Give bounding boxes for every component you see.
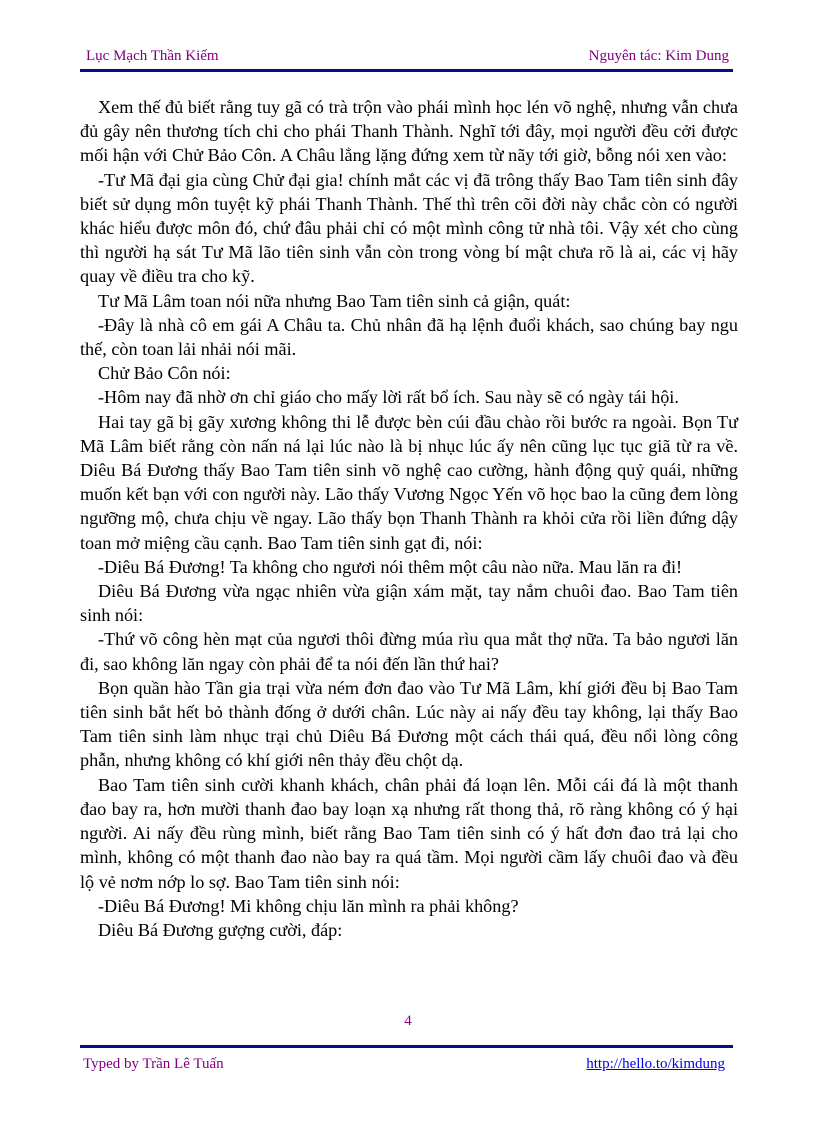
paragraph: Bao Tam tiên sinh cười khanh khách, chân phải đá loạn lên. Mỗi cái đá là một thanh đao bay ra, hơn mười thanh đao bay loạn xạ nhưng rất thong thả, rõ ràng không có ý hại người. Ai nấy đều rùng mình, biết rằng Bao Tam tiên sinh có ý hất đơn đao trả lại cho mình, không có một thanh đao nào bay ra quá tầm. Mọi người cầm lấy chuôi đao và đều lộ vẻ nơm nớp lo sợ. Bao Tam tiên sinh nói: bbox=[80, 774, 738, 892]
paragraph: -Diêu Bá Đương! Mi không chịu lăn mình ra phải không? bbox=[98, 895, 519, 916]
book-title: Lục Mạch Thần Kiếm bbox=[86, 48, 219, 64]
paragraph: -Hôm nay đã nhờ ơn chỉ giáo cho mấy lời rất bổ ích. Sau này sẽ có ngày tái hội. bbox=[98, 387, 679, 408]
body-text bbox=[80, 95, 738, 942]
page-header bbox=[80, 48, 733, 70]
paragraph: Xem thế đủ biết rằng tuy gã có trà trộn vào phái mình học lén võ nghệ, nhưng vẫn chưa đủ gây nên thương tích chi cho phái Thanh Thành. Nghĩ tới đây, mọi người đều cởi được mối hận với Chử Bảo Côn. A Châu lẳng lặng đứng xem từ nãy tới giờ, bỗng nói xen vào: bbox=[80, 97, 738, 166]
website-link[interactable]: http://hello.to/kimdung bbox=[586, 1056, 725, 1072]
paragraph: -Thứ võ công hèn mạt của ngươi thôi đừng múa rìu qua mắt thợ nữa. Ta bảo ngươi lăn đi, sao không lăn ngay còn phải để ta nói đến lần thứ hai? bbox=[80, 629, 738, 674]
author-credit: Nguyên tác: Kim Dung bbox=[588, 48, 729, 64]
paragraph: Chử Bảo Côn nói: bbox=[98, 363, 231, 384]
paragraph: Diêu Bá Đương gượng cười, đáp: bbox=[98, 919, 343, 940]
typist-credit: Typed by Trần Lê Tuấn bbox=[83, 1056, 224, 1072]
page-number: 4 bbox=[404, 1013, 412, 1029]
paragraph: -Đây là nhà cô em gái A Châu ta. Chủ nhân đã hạ lệnh đuổi khách, sao chúng bay ngu thế, còn toan lải nhải nói mãi. bbox=[80, 314, 738, 360]
paragraph: Hai tay gã bị gãy xương không thi lễ được bèn cúi đầu chào rồi bước ra ngoài. Bọn Tư Mã Lâm biết rằng còn nấn ná lại lúc nào là bị nhục lúc ấy nên cũng lục tục giã từ ra về. Diêu Bá Đương thấy Bao Tam tiên sinh võ nghệ cao cường, hành động quỷ quái, những muốn kết bạn với con người này. Lão thấy Vương Ngọc Yến võ học bao la cũng đem lòng ngưỡng mộ, chưa chịu về ngay. Lão thấy bọn Thanh Thành ra khỏi cửa rồi liền đứng dậy toan mở miệng cầu cạnh. Bao Tam tiên sinh gạt đi, nói: bbox=[80, 411, 738, 553]
footer-divider bbox=[80, 1045, 733, 1048]
header-divider bbox=[80, 69, 733, 72]
paragraph: Diêu Bá Đương vừa ngạc nhiên vừa giận xám mặt, tay nắm chuôi đao. Bao Tam tiên sinh nói: bbox=[80, 581, 738, 626]
paragraph: Bọn quần hào Tần gia trại vừa ném đơn đao vào Tư Mã Lâm, khí giới đều bị Bao Tam tiên sinh bắt hết bỏ thành đống ở dưới chân. Lúc này ai nấy đều tay không, lại thấy Bao Tam tiên sinh làm nhục trại chủ Diêu Bá Đương một cách thái quá, đều nổi lòng công phẫn, nhưng không có khí giới nên thảy đều chột dạ. bbox=[80, 677, 738, 771]
paragraph: Tư Mã Lâm toan nói nữa nhưng Bao Tam tiên sinh cả giận, quát: bbox=[98, 290, 571, 311]
paragraph: -Tư Mã đại gia cùng Chử đại gia! chính mắt các vị đã trông thấy Bao Tam tiên sinh đây biết sử dụng môn tuyệt kỹ phái Thanh Thành. Thế thì trên cõi đời này chắc còn có người khác hiểu được môn đó, chứ đâu phải chỉ có một mình công tử nhà tôi. Vậy xét cho cùng thì người hạ sát Tư Mã lão tiên sinh vẫn còn trong vòng bí mật chưa rõ là ai, các vị hãy quay về điều tra cho kỹ. bbox=[80, 169, 738, 287]
paragraph: -Diêu Bá Đương! Ta không cho ngươi nói thêm một câu nào nữa. Mau lăn ra đi! bbox=[98, 556, 683, 577]
